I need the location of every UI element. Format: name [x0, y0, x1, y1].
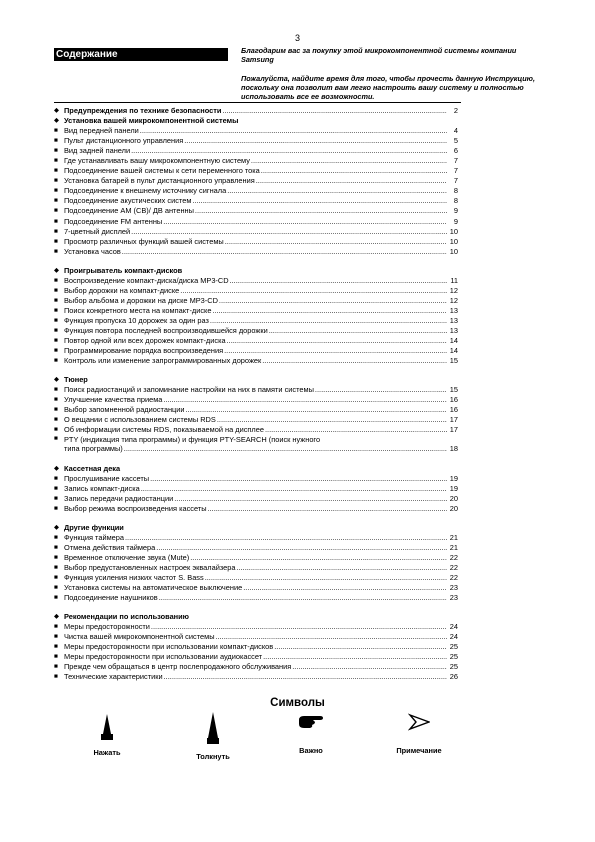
square-bullet-icon: ■ [54, 643, 58, 651]
toc-page-number: 13 [449, 325, 458, 335]
dot-leader [261, 166, 447, 176]
toc-page-number: 10 [449, 246, 458, 256]
toc-entry-title: Отмена действия таймера [64, 542, 156, 552]
dot-leader [192, 196, 447, 206]
intro-text [241, 46, 541, 110]
toc-page-number: 23 [449, 593, 458, 603]
square-bullet-icon: ■ [54, 594, 58, 602]
square-bullet-icon: ■ [54, 167, 58, 175]
toc-page-number: 6 [453, 146, 458, 156]
divider [54, 102, 461, 103]
toc-entry-title: Функция усиления низких частот S. Bass [64, 572, 204, 582]
table-of-contents [54, 106, 458, 682]
dot-leader [217, 415, 447, 425]
toc-entry-title: Тюнер [64, 375, 88, 385]
toc-entry-title: Запись компакт-диска [64, 483, 140, 493]
toc-entry-title: Функция повтора последней воспроизводившейся дорожки [64, 325, 268, 335]
dot-leader [292, 662, 447, 672]
square-bullet-icon: ■ [54, 326, 58, 334]
toc-page-number: 20 [449, 493, 458, 503]
toc-entry[interactable] [54, 652, 458, 662]
symbol-label: Примечание [396, 746, 442, 755]
dot-leader [164, 672, 447, 682]
dot-leader [124, 444, 447, 454]
square-bullet-icon: ■ [54, 207, 58, 215]
toc-section [54, 265, 458, 366]
toc-page-number: 22 [449, 562, 458, 572]
dot-leader [184, 136, 447, 146]
toc-entry-title: Контроль или изменение запрограммированных дорожек [64, 356, 262, 366]
toc-entry[interactable] [54, 325, 458, 336]
square-bullet-icon: ■ [54, 337, 58, 345]
toc-entry-title: Чистка вашей микрокомпонентной системы [64, 632, 215, 642]
toc-section [54, 375, 458, 454]
square-bullet-icon: ■ [54, 127, 58, 135]
dot-leader [208, 504, 447, 514]
square-bullet-icon: ■ [54, 633, 58, 641]
toc-page-number: 13 [449, 315, 458, 325]
toc-page-number: 17 [449, 415, 458, 425]
toc-entry-title: Меры предосторожности [64, 622, 150, 632]
toc-entry-title: Просмотр различных функций вашей системы [64, 236, 224, 246]
toc-entry[interactable] [54, 136, 458, 146]
toc-page-number: 10 [449, 236, 458, 246]
toc-entry[interactable] [54, 246, 458, 257]
dot-leader [263, 652, 447, 662]
toc-entry-title: Установка батарей в пульт дистанционного управления [64, 176, 255, 186]
toc-page-number: 24 [449, 632, 458, 642]
toc-entry[interactable] [54, 236, 458, 247]
toc-page-number: 15 [449, 385, 458, 395]
dot-leader [227, 186, 447, 196]
toc-entry[interactable] [54, 385, 458, 395]
dot-leader [225, 237, 447, 247]
toc-entry[interactable] [54, 425, 458, 435]
toc-entry[interactable] [54, 206, 458, 216]
toc-entry[interactable] [64, 444, 458, 454]
square-bullet-icon: ■ [54, 247, 58, 255]
toc-entry[interactable] [54, 542, 458, 553]
dot-leader [140, 126, 447, 136]
square-bullet-icon: ■ [54, 573, 58, 581]
toc-entry[interactable] [54, 532, 458, 543]
symbol-label: Нажать [93, 748, 121, 757]
toc-page-number: 8 [453, 186, 458, 196]
toc-entry[interactable] [54, 126, 458, 136]
toc-entry-title: 7-цветный дисплей [64, 226, 131, 236]
square-bullet-icon: ■ [54, 237, 58, 245]
toc-page-number: 2 [453, 106, 458, 115]
toc-page-number: 7 [453, 176, 458, 186]
toc-entry[interactable] [54, 642, 458, 652]
square-bullet-icon: ■ [54, 357, 58, 365]
square-bullet-icon: ■ [54, 217, 58, 225]
square-bullet-icon: ■ [54, 673, 58, 681]
square-bullet-icon: ■ [54, 296, 58, 304]
toc-section [54, 522, 458, 603]
toc-page-number: 7 [453, 156, 458, 166]
toc-entry-title: Улучшение качества приема [64, 395, 163, 405]
dot-leader [219, 296, 447, 306]
toc-heading[interactable] [54, 612, 458, 622]
diamond-bullet-icon: ◆ [54, 266, 59, 274]
toc-entry[interactable] [54, 662, 458, 672]
dot-leader [212, 306, 447, 316]
diamond-bullet-icon: ◆ [54, 523, 59, 531]
toc-entry-title: Запись передачи радиостанции [64, 493, 174, 503]
symbols-title: Символы [270, 697, 325, 709]
toc-entry[interactable] [54, 503, 458, 514]
toc-entry-title: Где устанавливать вашу микрокомпонентную систему [64, 156, 250, 166]
toc-page-number: 25 [449, 652, 458, 662]
toc-entry[interactable] [54, 275, 458, 286]
toc-entry[interactable] [54, 285, 458, 296]
symbol-label: Толкнуть [196, 752, 230, 761]
toc-entry-title: Установка системы на автоматическое выключение [64, 583, 243, 593]
toc-entry[interactable] [54, 483, 458, 494]
square-bullet-icon: ■ [54, 416, 58, 424]
toc-entry[interactable] [54, 305, 458, 316]
toc-page-number: 14 [449, 346, 458, 356]
toc-entry-title: Проигрыватель компакт-дисков [64, 265, 183, 275]
square-bullet-icon: ■ [54, 406, 58, 414]
square-bullet-icon: ■ [54, 553, 58, 561]
square-bullet-icon: ■ [54, 316, 58, 324]
toc-page-number: 19 [449, 473, 458, 483]
toc-entry-title: Предупреждения по технике безопасности [64, 106, 222, 115]
diamond-bullet-icon: ◆ [54, 376, 59, 384]
toc-entry-title: Пульт дистанционного управления [64, 136, 184, 146]
toc-page-number: 12 [449, 295, 458, 305]
toc-entry[interactable] [54, 622, 458, 632]
dot-leader [230, 276, 447, 286]
toc-page-number: 25 [449, 642, 458, 652]
toc-page-number: 4 [453, 126, 458, 136]
toc-entry-title: Подсоединение акустических систем [64, 196, 192, 206]
symbol-important [266, 712, 356, 755]
dot-leader [265, 425, 447, 435]
toc-entry-title: Выбор дорожки на компакт-диске [64, 285, 180, 295]
toc-entry[interactable] [54, 346, 458, 356]
toc-page-number: 10 [449, 226, 458, 236]
note-arrow-icon [408, 712, 430, 732]
square-bullet-icon: ■ [54, 227, 58, 235]
toc-entry-title: Выбор предустановленных настроек эквалайзера [64, 562, 236, 572]
toc-entry-line[interactable] [54, 435, 458, 445]
toc-entry-title: Функция пропуска 10 дорожек за один раз [64, 315, 209, 325]
toc-section [54, 106, 458, 257]
dot-leader [150, 474, 447, 484]
dot-leader [174, 494, 447, 504]
dot-leader [224, 346, 447, 356]
toc-entry-title: Об информации системы RDS, показываемой на дисплее [64, 425, 264, 435]
toc-heading[interactable] [54, 265, 458, 276]
intro-please-read: Пожалуйста, найдите время для того, чтобы прочесть данную Инструкцию, поскольку она позволит вам легко настроить вашу систему и полностью использовать все ее возможности. [241, 73, 536, 102]
toc-page-number: 11 [450, 275, 458, 285]
toc-entry[interactable] [54, 562, 458, 573]
square-bullet-icon: ■ [54, 147, 58, 155]
toc-entry[interactable] [54, 583, 458, 593]
symbol-note [374, 712, 464, 755]
toc-entry-title: Технические характеристики [64, 672, 163, 682]
dot-leader [251, 156, 447, 166]
dot-leader [243, 583, 447, 593]
dot-leader [256, 176, 447, 186]
toc-page-number: 12 [449, 285, 458, 295]
toc-entry[interactable] [54, 166, 458, 176]
push-icon [203, 712, 223, 746]
toc-entry-title: Выбор режима воспроизведения кассеты [64, 503, 207, 513]
toc-entry-title: Меры предосторожности при использовании аудиокассет [64, 652, 263, 662]
toc-page-number: 8 [453, 196, 458, 206]
toc-entry-title: Подсоединение наушников [64, 593, 158, 603]
toc-entry-title: типа программы) [64, 444, 123, 454]
toc-page-number: 13 [449, 305, 458, 315]
toc-entry-title: Воспроизведение компакт-диска/диска MP3-CD [64, 275, 229, 285]
toc-entry[interactable] [54, 196, 458, 206]
pointing-hand-icon [298, 712, 324, 732]
dot-leader [216, 632, 447, 642]
toc-entry-title: Прослушивание кассеты [64, 473, 150, 483]
toc-entry-title: Функция таймера [64, 532, 124, 542]
square-bullet-icon: ■ [54, 347, 58, 355]
toc-entry-title: Другие функции [64, 522, 124, 532]
square-bullet-icon: ■ [54, 504, 58, 512]
square-bullet-icon: ■ [54, 543, 58, 551]
toc-page-number: 26 [449, 672, 458, 682]
toc-entry[interactable] [54, 226, 458, 237]
square-bullet-icon: ■ [54, 157, 58, 165]
toc-page-number: 5 [453, 136, 458, 146]
symbol-push [168, 712, 258, 761]
dot-leader [222, 106, 447, 116]
toc-entry-title: О вещании с использованием системы RDS [64, 415, 216, 425]
toc-entry-title: Подсоединение FM антенны [64, 216, 163, 226]
square-bullet-icon: ■ [54, 137, 58, 145]
toc-entry-title: Подсоединение AM (CB)/ ДВ антенны [64, 206, 194, 216]
toc-entry-title: Временное отключение звука (Mute) [64, 552, 190, 562]
toc-entry[interactable] [54, 356, 458, 366]
square-bullet-icon: ■ [54, 306, 58, 314]
toc-section [54, 463, 458, 514]
toc-page-number: 9 [453, 216, 458, 226]
square-bullet-icon: ■ [54, 653, 58, 661]
dot-leader [269, 326, 447, 336]
toc-page-number: 15 [449, 356, 458, 366]
dot-leader [180, 286, 447, 296]
toc-heading[interactable] [54, 375, 458, 385]
toc-page-number: 9 [453, 206, 458, 216]
dot-leader [122, 247, 447, 257]
toc-entry[interactable] [54, 473, 458, 484]
diamond-bullet-icon: ◆ [54, 613, 59, 621]
square-bullet-icon: ■ [54, 533, 58, 541]
toc-entry-title: Меры предосторожности при использовании компакт-дисков [64, 642, 274, 652]
toc-heading[interactable] [54, 522, 458, 533]
toc-entry[interactable] [54, 216, 458, 227]
toc-entry[interactable] [54, 572, 458, 583]
toc-page-number: 25 [449, 662, 458, 672]
square-bullet-icon: ■ [54, 663, 58, 671]
toc-entry[interactable] [54, 415, 458, 425]
toc-entry[interactable] [54, 315, 458, 326]
symbol-label: Важно [299, 746, 323, 755]
dot-leader [125, 533, 447, 543]
toc-entry-title: Выбор запомненной радиостанции [64, 405, 185, 415]
dot-leader [205, 573, 447, 583]
dot-leader [236, 563, 447, 573]
toc-entry-title: Прежде чем обращаться в центр послепродажного обслуживания [64, 662, 292, 672]
contents-title: Содержание [54, 48, 228, 61]
toc-entry[interactable] [54, 493, 458, 504]
dot-leader [156, 543, 447, 553]
intro-thanks: Благодарим вас за покупку этой микрокомпонентной системы компании Samsung [241, 46, 517, 65]
toc-heading[interactable] [54, 463, 458, 474]
square-bullet-icon: ■ [54, 286, 58, 294]
toc-entry-title: Программирование порядка воспроизведения [64, 346, 224, 356]
square-bullet-icon: ■ [54, 187, 58, 195]
toc-entry-title: Подсоединение к внешнему источнику сигнала [64, 186, 227, 196]
toc-entry[interactable] [54, 156, 458, 166]
dot-leader [163, 395, 447, 405]
square-bullet-icon: ■ [54, 484, 58, 492]
toc-entry[interactable] [54, 176, 458, 186]
square-bullet-icon: ■ [54, 623, 58, 631]
toc-page-number: 7 [453, 166, 458, 176]
square-bullet-icon: ■ [54, 177, 58, 185]
toc-page-number: 22 [449, 572, 458, 582]
dot-leader [210, 316, 447, 326]
toc-entry-title: PTY (индикация типа программы) и функция PTY-SEARCH (поиск нужного [64, 435, 321, 445]
dot-leader [159, 593, 447, 603]
page-number: 3 [294, 33, 300, 43]
square-bullet-icon: ■ [54, 474, 58, 482]
toc-entry-title: Кассетная дека [64, 463, 121, 473]
square-bullet-icon: ■ [54, 435, 58, 443]
square-bullet-icon: ■ [54, 386, 58, 394]
toc-entry-title: Вид передней панели [64, 126, 139, 136]
toc-entry[interactable] [54, 395, 458, 405]
dot-leader [131, 227, 447, 237]
toc-entry[interactable] [54, 336, 458, 346]
square-bullet-icon: ■ [54, 396, 58, 404]
toc-entry-title: Поиск конкретного места на компакт-диске [64, 305, 212, 315]
toc-section [54, 612, 458, 682]
toc-entry-title: Поиск радиостанций и запоминание настройки на них в памяти системы [64, 385, 314, 395]
toc-entry-title: Установка часов [64, 246, 121, 256]
symbol-press [62, 712, 152, 757]
toc-page-number: 21 [449, 542, 458, 552]
dot-leader [190, 553, 447, 563]
dot-leader [262, 356, 447, 366]
toc-page-number: 20 [449, 503, 458, 513]
toc-entry-title: Подсоединение вашей системы к сети переменного тока [64, 166, 260, 176]
dot-leader [315, 385, 447, 395]
toc-entry[interactable] [54, 632, 458, 642]
square-bullet-icon: ■ [54, 584, 58, 592]
toc-entry[interactable] [54, 146, 458, 156]
toc-entry[interactable] [54, 593, 458, 603]
toc-page-number: 22 [449, 552, 458, 562]
toc-page-number: 24 [449, 622, 458, 632]
toc-entry-title: Рекомендации по использованию [64, 612, 189, 622]
toc-page-number: 19 [449, 483, 458, 493]
toc-entry[interactable] [54, 552, 458, 563]
dot-leader [186, 405, 447, 415]
toc-page-number: 21 [449, 532, 458, 542]
toc-entry[interactable] [54, 186, 458, 196]
dot-leader [274, 642, 447, 652]
toc-entry-title: Повтор одной или всех дорожек компакт-диска [64, 336, 226, 346]
toc-entry[interactable] [54, 295, 458, 306]
square-bullet-icon: ■ [54, 563, 58, 571]
toc-page-number: 17 [449, 425, 458, 435]
square-bullet-icon: ■ [54, 494, 58, 502]
square-bullet-icon: ■ [54, 426, 58, 434]
toc-heading[interactable] [54, 116, 458, 126]
square-bullet-icon: ■ [54, 276, 58, 284]
toc-page-number: 23 [449, 583, 458, 593]
toc-entry-title: Установка вашей микрокомпонентной системы [64, 116, 239, 126]
toc-page-number: 16 [449, 395, 458, 405]
toc-entry[interactable] [54, 405, 458, 415]
toc-page-number: 16 [449, 405, 458, 415]
toc-entry[interactable] [54, 672, 458, 682]
diamond-bullet-icon: ◆ [54, 107, 59, 114]
dot-leader [163, 217, 447, 227]
toc-page-number: 14 [449, 336, 458, 346]
press-icon [97, 712, 117, 742]
toc-entry-title: Вид задней панели [64, 146, 131, 156]
dot-leader [195, 206, 447, 216]
dot-leader [131, 146, 447, 156]
square-bullet-icon: ■ [54, 197, 58, 205]
toc-entry-title: Выбор альбома и дорожки на диске MP3-CD [64, 295, 218, 305]
dot-leader [227, 336, 447, 346]
dot-leader [141, 484, 447, 494]
toc-page-number: 18 [449, 444, 458, 454]
dot-leader [151, 622, 447, 632]
toc-heading[interactable] [54, 106, 458, 116]
diamond-bullet-icon: ◆ [54, 117, 59, 125]
diamond-bullet-icon: ◆ [54, 464, 59, 472]
